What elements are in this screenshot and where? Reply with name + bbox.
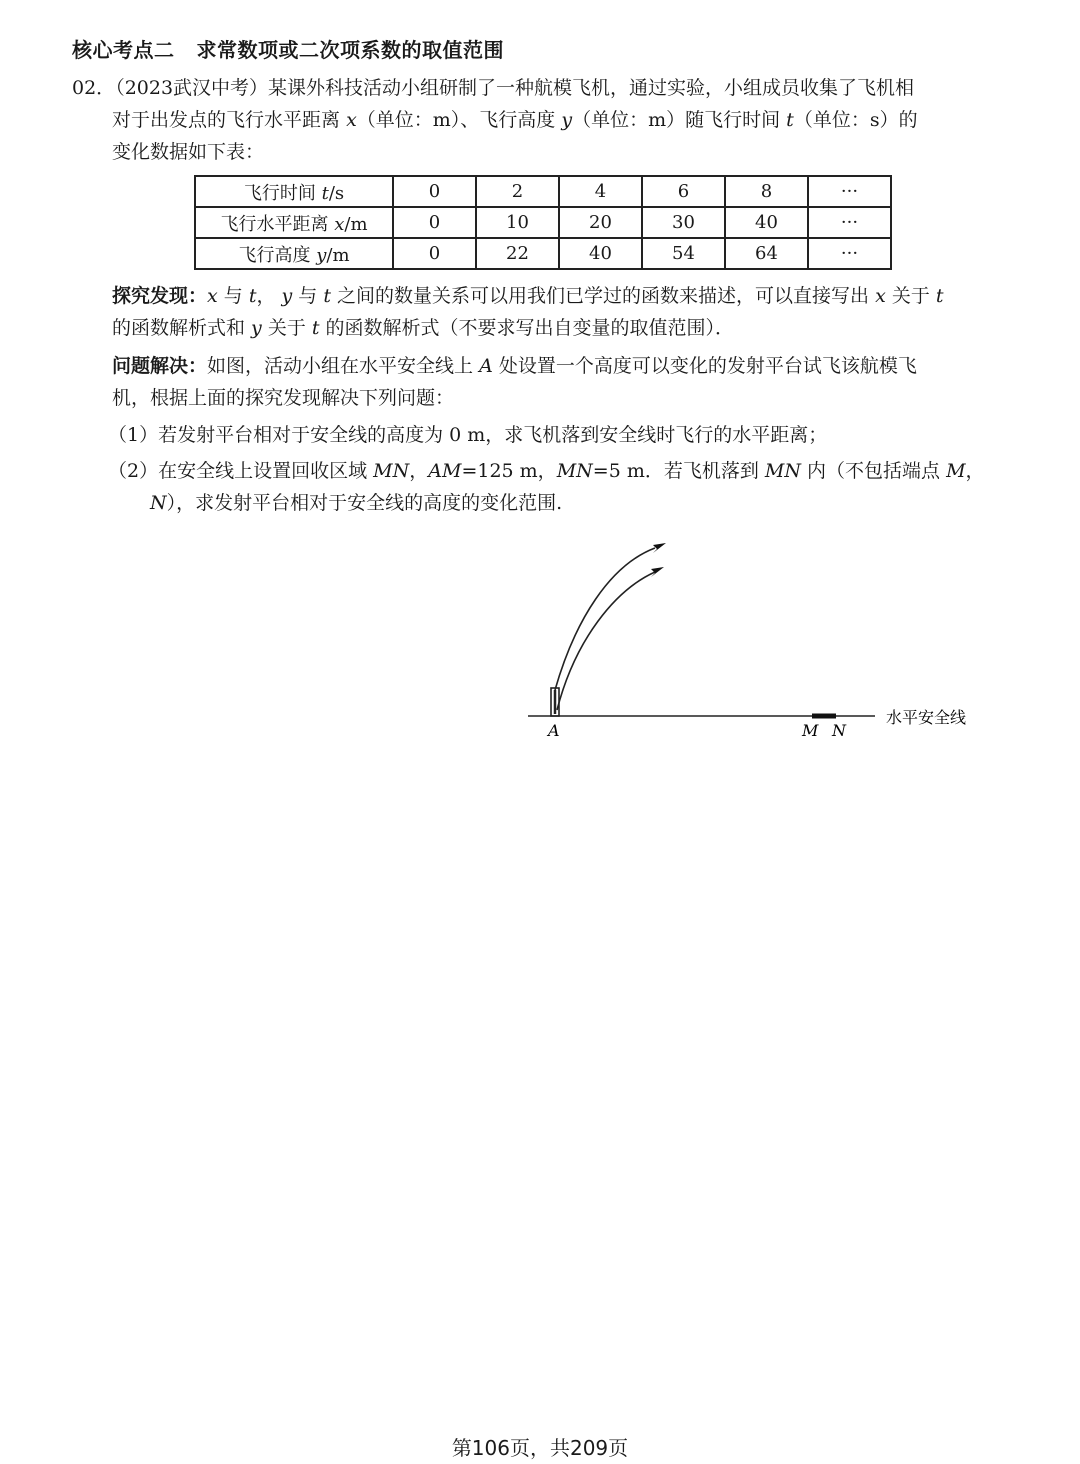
- problem-intro-line-2: 对于出发点的飞行水平距离 x（单位：m）、飞行高度 y（单位：m）随飞行时间 t（单位：s）的: [112, 109, 918, 131]
- page-footer: 第106页，共209页: [451, 1436, 629, 1460]
- trajectory-upper: [555, 548, 655, 690]
- table-cell: 0: [393, 207, 476, 238]
- solving-line-1: 问题解决：如图，活动小组在水平安全线上 A 处设置一个高度可以变化的发射平台试飞该航模飞: [112, 355, 917, 377]
- trajectory-figure: [520, 530, 1000, 750]
- airplane-icon: [651, 567, 664, 577]
- table-cell: ···: [808, 238, 891, 269]
- row-header: 飞行高度 y/m: [195, 238, 393, 269]
- table-cell: 0: [393, 176, 476, 207]
- discovery-line-2: 的函数解析式和 y 关于 t 的函数解析式（不要求写出自变量的取值范围）．: [112, 317, 735, 339]
- point-a-label: A: [548, 721, 560, 740]
- table-cell: 8: [725, 176, 808, 207]
- table-cell: 54: [642, 238, 725, 269]
- discovery-label: 探究发现：: [112, 285, 208, 307]
- table-cell: 40: [559, 238, 642, 269]
- table-cell: 30: [642, 207, 725, 238]
- table-cell: ···: [808, 207, 891, 238]
- table-cell: 4: [559, 176, 642, 207]
- problem-intro-line-3: 变化数据如下表：: [112, 141, 265, 163]
- table-cell: 2: [476, 176, 559, 207]
- table-cell: 0: [393, 238, 476, 269]
- table-row: [195, 238, 891, 269]
- discovery-line-1: 探究发现：x 与 t， y 与 t 之间的数量关系可以用我们已学过的函数来描述，可以直接写出 x 关于 t: [112, 285, 944, 307]
- point-n-label: N: [832, 721, 846, 740]
- table-cell: 20: [559, 207, 642, 238]
- table-cell: 22: [476, 238, 559, 269]
- row-header: 飞行水平距离 x/m: [195, 207, 393, 238]
- problem-intro-line-1: 02．（2023武汉中考）某课外科技活动小组研制了一种航模飞机，通过实验，小组成员收集了飞机相: [72, 77, 915, 99]
- section-label: 核心考点二: [72, 38, 175, 62]
- section-heading: [72, 34, 504, 63]
- table-cell: 6: [642, 176, 725, 207]
- problem-source: （2023武汉中考）: [115, 77, 269, 99]
- table-cell: 10: [476, 207, 559, 238]
- section-title: 求常数项或二次项系数的取值范围: [196, 38, 504, 62]
- problem-number: 02．: [72, 77, 116, 99]
- table-cell: 64: [725, 238, 808, 269]
- table-cell: ···: [808, 176, 891, 207]
- point-m-label: M: [802, 721, 819, 740]
- solving-line-2: 机，根据上面的探究发现解决下列问题：: [112, 387, 455, 409]
- table-cell: 40: [725, 207, 808, 238]
- safety-line-label: 水平安全线: [886, 708, 967, 727]
- question-2: （2）在安全线上设置回收区域 MN，AM=125 m，MN=5 m．若飞机落到 MN 内（不包括端点 M，: [108, 460, 985, 482]
- table-row: [195, 176, 891, 207]
- table-row: [195, 207, 891, 238]
- row-header: 飞行时间 t/s: [195, 176, 393, 207]
- question-2-cont: N），求发射平台相对于安全线的高度的变化范围.: [150, 492, 563, 514]
- question-1: （1）若发射平台相对于安全线的高度为 0 m，求飞机落到安全线时飞行的水平距离；: [108, 424, 828, 446]
- flight-data-table: [194, 175, 892, 270]
- solving-label: 问题解决：: [112, 355, 208, 377]
